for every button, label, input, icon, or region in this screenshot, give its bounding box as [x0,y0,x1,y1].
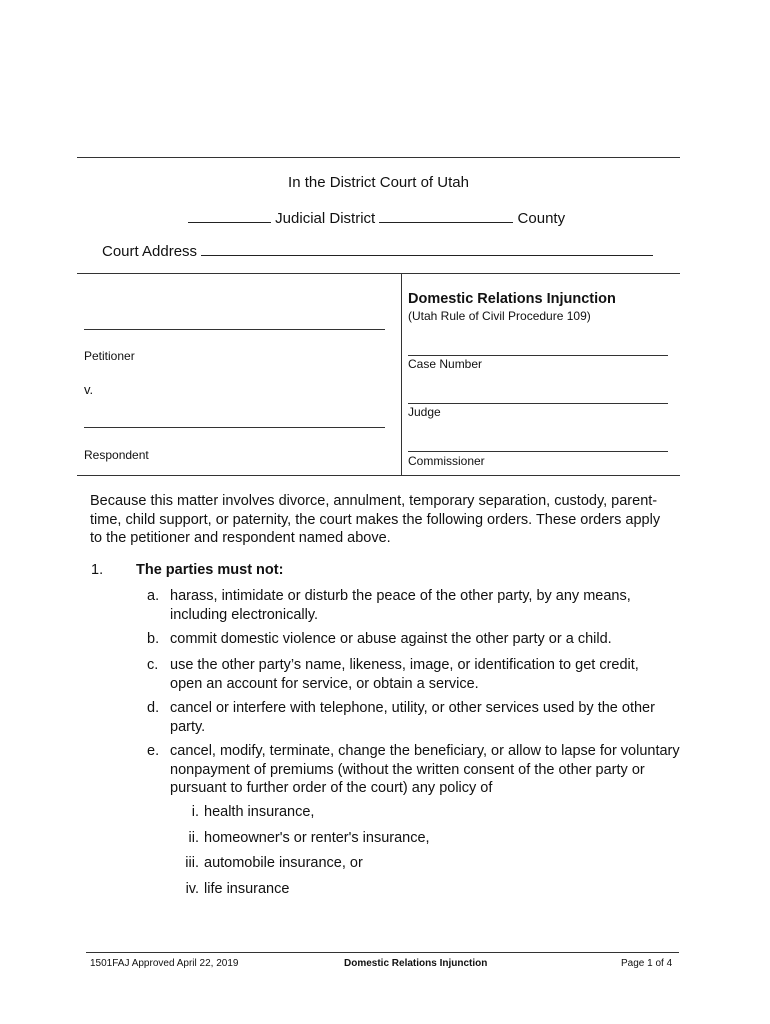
footer-rule [86,952,679,953]
respondent-label: Respondent [84,448,149,462]
sub-item-ii [170,830,430,846]
case-number-label: Case Number [408,357,483,371]
court-address-field[interactable] [201,241,653,256]
respondent-name-field[interactable] [84,427,385,428]
document-title: Domestic Relations Injunction [408,291,616,307]
item-marker: c. [147,657,159,673]
item-text: harass, intimidate or disturb the peace of the other party, by any means, including electronically. [170,588,631,623]
versus-label: v. [84,382,94,397]
list-item-a [147,587,687,624]
footer-form-id: 1501FAJ Approved April 22, 2019 [90,958,239,969]
district-county-line [188,208,565,227]
sub-item-text: automobile insurance, or [204,855,363,871]
top-rule [77,157,680,158]
sub-item-marker: ii. [188,830,199,846]
case-number-field[interactable] [408,355,668,356]
commissioner-field[interactable] [408,451,668,452]
sub-item-marker: i. [191,804,199,820]
petitioner-label: Petitioner [84,349,135,363]
court-title: In the District Court of Utah [288,174,469,191]
court-address-label: Court Address [102,243,198,260]
item-text: commit domestic violence or abuse against the other party or a child. [170,631,612,647]
court-address-line [102,241,653,260]
list-item-e [147,742,687,798]
list-item-b [147,630,687,649]
sub-item-iv [170,881,289,897]
judge-field[interactable] [408,403,668,404]
judicial-district-label: Judicial District [275,210,376,227]
item-text: cancel, modify, terminate, change the beneficiary, or allow to lapse for voluntary nonpayment of premiums (without the written consent of the other party or pursuant to further order of the court) any policy of [170,743,680,796]
sub-item-marker: iii. [185,855,199,871]
sub-item-iii [170,855,363,871]
caption-bottom-rule [77,475,680,476]
footer-page-number: Page 1 of 4 [621,958,673,969]
judicial-district-field[interactable] [188,208,271,223]
sub-item-text: health insurance, [204,804,315,820]
item-marker: d. [147,700,160,716]
section-number: 1. [91,562,104,578]
county-label: County [517,210,566,227]
caption-divider [401,273,402,475]
intro-paragraph: Because this matter involves divorce, annulment, temporary separation, custody, parent-time, child support, or paternity, the court makes the following orders. These orders apply to the petitioner and respondent named above. [90,493,661,546]
sub-item-text: homeowner's or renter's insurance, [204,830,430,846]
item-text: cancel or interfere with telephone, utility, or other services used by the other party. [170,700,655,735]
caption-top-rule [77,273,680,274]
list-item-c [147,656,687,693]
footer-title: Domestic Relations Injunction [344,958,488,969]
section-heading: The parties must not: [136,562,284,578]
judge-label: Judge [408,405,441,419]
sub-item-i [170,804,314,820]
item-marker: a. [147,588,160,604]
county-field[interactable] [379,208,513,223]
list-item-d [147,699,687,736]
item-marker: b. [147,631,160,647]
document-subtitle: (Utah Rule of Civil Procedure 109) [408,309,591,323]
item-marker: e. [147,743,160,759]
item-text: use the other party’s name, likeness, image, or identification to get credit, open an account for service, or obtain a service. [170,657,639,692]
sub-item-marker: iv. [185,881,199,897]
sub-item-text: life insurance [204,881,290,897]
petitioner-name-field[interactable] [84,329,385,330]
commissioner-label: Commissioner [408,454,485,468]
